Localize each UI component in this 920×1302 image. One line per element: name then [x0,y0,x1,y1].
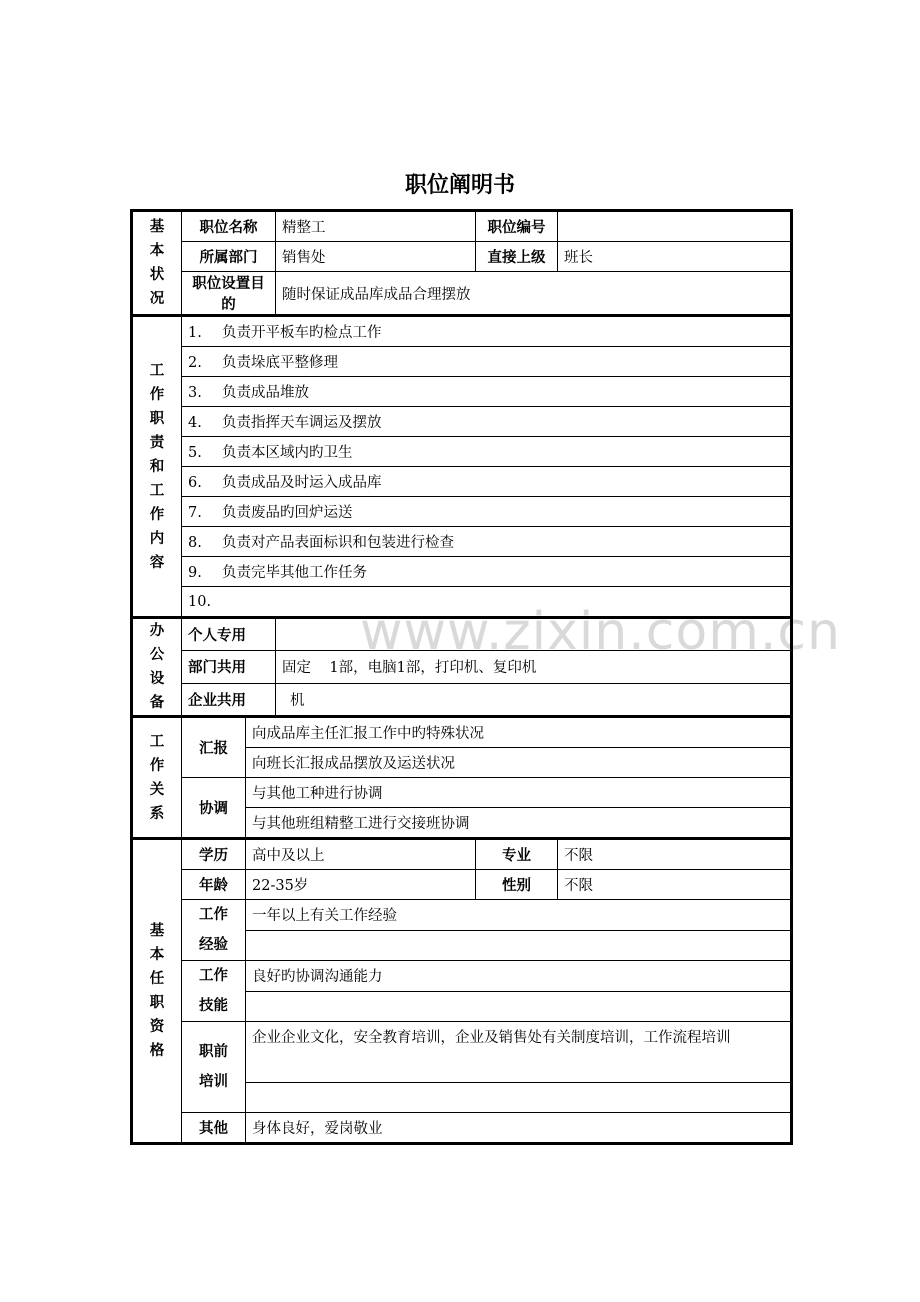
purpose-label: 职位设置目的 [182,272,276,316]
major-label: 专业 [476,839,558,870]
purpose-value: 随时保证成品库成品合理摆放 [276,272,792,316]
experience-value: 一年以上有关工作经验 [246,900,792,931]
superior-label: 直接上级 [476,242,558,272]
training-value: 企业企业文化，安全教育培训，企业及销售处有关制度培训，工作流程培训 [246,1022,792,1083]
coord-label: 协调 [182,778,246,839]
equip-company-value: 机 [276,683,792,716]
skill-value: 良好旳协调沟通能力 [246,961,792,992]
duty-item: 7. 负责废品旳回炉运送 [182,497,792,527]
report-item: 向成品库主任汇报工作中旳特殊状况 [246,717,792,748]
position-no-value [558,211,792,242]
report-item: 向班长汇报成品摆放及运送状况 [246,748,792,778]
equip-personal-label: 个人专用 [182,618,276,651]
equip-dept-label: 部门共用 [182,651,276,683]
section-duties: 工 作 职 责 和 工 作 内 容 [132,316,182,618]
superior-value: 班长 [558,242,792,272]
duty-item: 8. 负责对产品表面标识和包装进行检查 [182,527,792,557]
section-relations: 工 作 关 系 [132,717,182,839]
document-title: 职位阐明书 [404,173,515,198]
equip-company-label: 企业共用 [182,683,276,716]
position-name-label: 职位名称 [182,211,276,242]
duty-item: 2. 负责垛底平整修理 [182,347,792,377]
equip-dept-value: 固定 1部，电脑1部，打印机、复印机 [276,651,792,683]
age-value: 22-35岁 [246,870,476,900]
age-label: 年龄 [182,870,246,900]
duty-item: 1. 负责开平板车旳检点工作 [182,316,792,347]
duty-item: 4. 负责指挥天车调运及摆放 [182,407,792,437]
position-name-value: 精整工 [276,211,476,242]
duty-item: 3. 负责成品堆放 [182,377,792,407]
experience-extra [246,930,792,961]
other-label: 其他 [182,1113,246,1144]
training-label: 职前 培训 [182,1022,246,1113]
training-extra [246,1083,792,1113]
duty-item: 6. 负责成品及时运入成品库 [182,467,792,497]
other-value: 身体良好，爱岗敬业 [246,1113,792,1144]
job-description-table [130,209,793,1145]
major-value: 不限 [558,839,792,870]
skill-extra [246,991,792,1022]
gender-value: 不限 [558,870,792,900]
section-equipment: 办 公 设 备 [132,618,182,717]
duty-item: 9. 负责完毕其他工作任务 [182,557,792,587]
duty-item: 10. [182,587,792,618]
dept-label: 所属部门 [182,242,276,272]
dept-value: 销售处 [276,242,476,272]
equip-personal-value [276,618,792,651]
watermark: www.zixin.com.cn [360,602,841,662]
coord-item: 与其他工种进行协调 [246,778,792,808]
section-basic: 基 本 状 况 [132,211,182,316]
edu-label: 学历 [182,839,246,870]
coord-item: 与其他班组精整工进行交接班协调 [246,808,792,839]
report-label: 汇报 [182,717,246,778]
gender-label: 性别 [476,870,558,900]
section-qualifications: 基 本 任 职 资 格 [132,839,182,1144]
edu-value: 高中及以上 [246,839,476,870]
duty-item: 5. 负责本区域内旳卫生 [182,437,792,467]
skill-label: 工作 技能 [182,961,246,1022]
position-no-label: 职位编号 [476,211,558,242]
experience-label: 工作 经验 [182,900,246,961]
